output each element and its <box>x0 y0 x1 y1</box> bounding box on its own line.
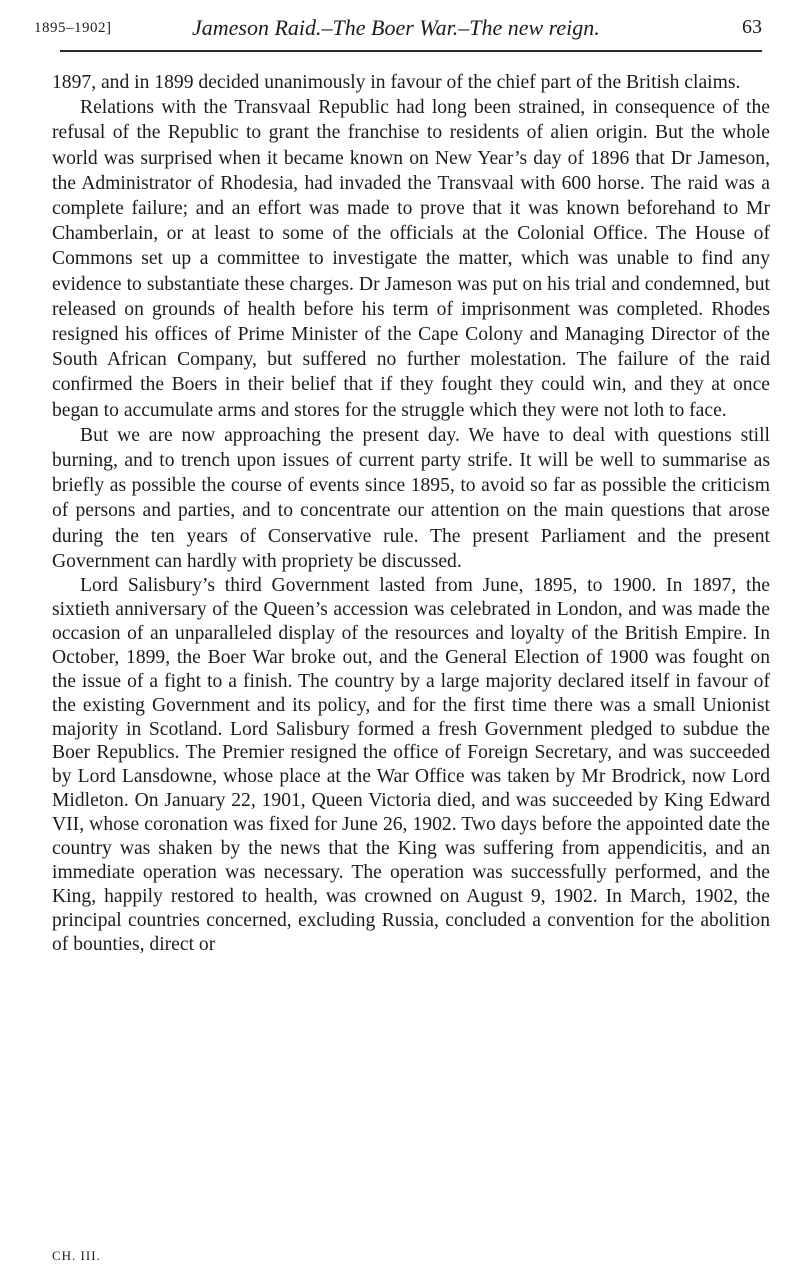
header-years: 1895–1902] <box>34 20 112 36</box>
paragraph-jameson-raid: Relations with the Transvaal Republic had long been strained, in consequence of the refusal of the Republic to grant the franchise to residents of alien origin. But the whole world was surprised when it became known on New Year’s day of 1896 that Dr Jameson, the Administrator of Rhodesia, had invaded the Transvaal with 600 horse. The raid was a complete failure; and an effort was made to prove that it was known beforehand to Mr Chamberlain, or at least to some of the officials at the Colonial Office. The House of Commons set up a committee to investigate the matter, which was unable to find any evidence to substantiate these charges. Dr Jameson was put on his trial and condemned, but released on grounds of health before his term of imprisonment was completed. Rhodes resigned his offices of Prime Minister of the Cape Colony and Managing Director of the South African Company, but suffered no further molestation. The failure of the raid confirmed the Boers in their belief that if they fought they could win, and they at once began to accumulate arms and stores for the struggle which they were not loth to face. <box>52 97 770 421</box>
chapter-footer: CH. III. <box>52 1248 101 1263</box>
header-title: Jameson Raid.–The Boer War.–The new reign. <box>192 15 600 40</box>
paragraph-continuation: 1897, and in 1899 decided unanimously in favour of the chief part of the British claims. <box>52 72 741 93</box>
running-header <box>34 14 762 48</box>
paragraph-salisbury-government: Lord Salisbury’s third Government lasted from June, 1895, to 1900. In 1897, the sixtieth anniversary of the Queen’s accession was celebrated in London, and was made the occasion of an unparalleled display of the resources and loyalty of the British Empire. In October, 1899, the Boer War broke out, and the General Election of 1900 was fought on the issue of a fight to a finish. The country by a large majority declared itself in favour of the existing Government and its policy, and for the first time there was a small Unionist majority in Scotland. Lord Salisbury formed a fresh Government pledged to subdue the Boer Republics. The Premier resigned the office of Foreign Secretary, and was succeeded by Lord Lansdowne, whose place at the War Office was taken by Mr Brodrick, now Lord Midleton. On January 22, 1901, Queen Victoria died, and was succeeded by King Edward VII, whose coronation was fixed for June 26, 1902. Two days before the appointed date the country was shaken by the news that the King was suffering from appendicitis, and an immediate operation was necessary. The operation was successfully performed, and the King, happily restored to health, was crowned on August 9, 1902. In March, 1902, the principal countries concerned, excluding Russia, concluded a convention for the abolition of bounties, direct or <box>52 575 770 955</box>
page-number: 63 <box>742 16 762 38</box>
header-rule <box>60 50 762 52</box>
body-text <box>52 70 770 957</box>
paragraph-present-day: But we are now approaching the present day. We have to deal with questions still burning, and to trench upon issues of current party strife. It will be well to summarise as briefly as possible the course of events since 1895, to avoid so far as possible the criticism of persons and parties, and to concentrate our attention on the main questions that arose during the ten years of Conservative rule. The present Parliament and the present Government can hardly with propriety be discussed. <box>52 424 770 572</box>
